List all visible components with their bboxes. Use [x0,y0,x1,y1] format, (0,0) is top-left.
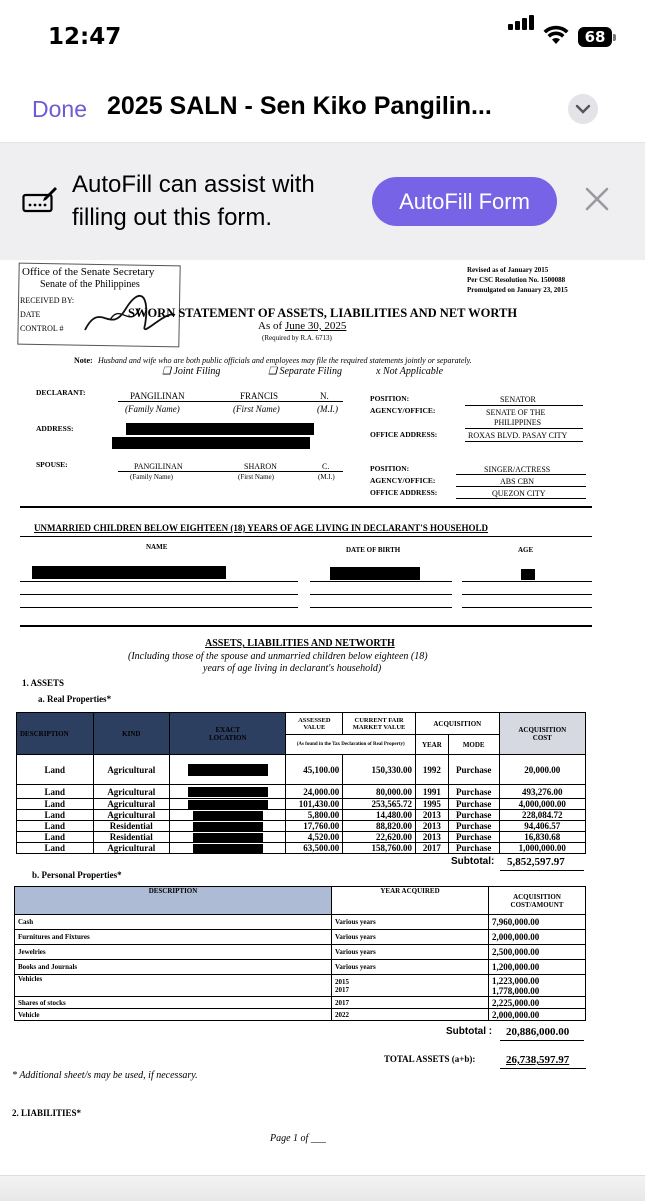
separate-filing: ❑ Separate Filing [268,366,342,377]
first-name-label: (First Name) [233,404,280,414]
aln-sub2: years of age living in declarant's household) [203,663,382,674]
revised-line1: Revised as of January 2015 [467,266,549,274]
agency-label: AGENCY/OFFICE: [370,406,436,415]
position-label: POSITION: [370,394,410,403]
redacted-child-dob [330,567,420,580]
real-header-location: EXACT LOCATION [170,713,286,755]
declarant-position: SENATOR [500,395,536,404]
personal-header-year: YEAR ACQUIRED [332,887,489,915]
children-age-header: AGE [518,546,534,554]
spouse-label: SPOUSE: [36,460,68,469]
table-row: Land Residential 4,520.00 22,620.00 2013 Purchase 16,830.68 [17,832,586,843]
autofill-message: AutoFill can assist with filling out this form. [72,171,315,231]
spouse-family-label: (Family Name) [130,473,173,481]
real-header-desc: DESCRIPTION [17,713,94,755]
declarant-family: PANGILINAN [130,391,185,401]
additional-note: * Additional sheet/s may be used, if necessary. [12,1070,198,1081]
redacted-address-line1 [126,423,314,435]
personal-subtotal-label: Subtotal : [446,1026,493,1037]
children-heading: UNMARRIED CHILDREN BELOW EIGHTEEN (18) YEARS OF AGE LIVING IN DECLARANT'S HOUSEHOLD [34,523,488,533]
joint-filing: ❑ Joint Filing [162,366,221,377]
status-bar [0,0,645,80]
children-dob-header: DATE OF BIRTH [346,546,401,554]
total-assets: 26,738,597.97 [506,1054,570,1066]
aln-sub1: (Including those of the spouse and unmarried children below eighteen (18) [128,651,428,662]
table-row: Shares of stocks 2017 2,225,000.00 [15,997,586,1009]
as-of-date: June 30, 2025 [285,320,347,332]
spouse-mi: C. [322,462,330,471]
declarant-agency2: PHILIPPINES [494,418,542,427]
not-applicable: x Not Applicable [376,366,444,377]
spouse-first: SHARON [244,462,277,471]
battery-icon: 68 [578,27,612,47]
stamp-control: CONTROL # [20,324,64,333]
document-page[interactable] [0,260,645,1175]
real-header-assessed: ASSESSED VALUE [286,713,343,735]
table-row: Vehicle 2022 2,000,000.00 [15,1009,586,1021]
table-row: Land Agricultural 63,500.00 158,760.00 2017 Purchase 1,000,000.00 [17,843,586,854]
declarant-mi: N. [320,391,329,401]
as-of-label: As of [258,320,283,332]
liabilities-label: 2. LIABILITIES* [12,1108,82,1118]
declarant-label: DECLARANT: [36,388,86,397]
mi-label: (M.I.) [317,404,338,414]
family-name-label: (Family Name) [125,404,180,414]
stamp-date: DATE [20,310,41,319]
real-header-year: YEAR [415,735,448,755]
total-assets-label: TOTAL ASSETS (a+b): [384,1054,476,1064]
children-name-header: NAME [146,543,168,551]
stamp-line2: Senate of the Philippines [40,279,140,290]
table-row: Land Agricultural 45,100.00 150,330.00 1992 Purchase 20,000.00 [17,755,586,785]
page-number: Page 1 of ___ [270,1133,326,1144]
table-row: Books and Journals Various years 1,200,000.00 [15,960,586,975]
redacted-child-age [521,569,535,580]
personal-header-cost: ACQUISITION COST/AMOUNT [489,887,586,915]
autofill-form-icon [22,186,58,219]
real-properties-label: a. Real Properties* [38,694,112,704]
spouse-agency: ABS CBN [500,477,535,486]
nav-bar [0,80,645,143]
table-row: Furnitures and Fixtures Various years 2,000,000.00 [15,930,586,945]
office-address-label: OFFICE ADDRESS: [370,430,438,439]
document-title: 2025 SALN - Sen Kiko Pangilin... [107,92,492,120]
close-icon[interactable] [584,186,610,217]
spouse-mi-label: (M.I.) [318,473,335,481]
status-time: 12:47 [48,24,122,50]
spouse-agency-label: AGENCY/OFFICE: [370,476,436,485]
personal-properties-table [14,886,586,1021]
chevron-down-icon [575,102,591,116]
real-subtotal: 5,852,597.97 [507,856,565,868]
spouse-position-label: POSITION: [370,464,410,473]
redacted-child-name [32,566,226,579]
real-header-fmv: CURRENT FAIR MARKET VALUE [343,713,416,735]
revised-line3: Promulgated on January 23, 2015 [467,286,568,294]
note-text: Husband and wife who are both public officials and employees may file the required statements jointly or separately. [98,356,472,365]
wifi-icon [543,25,569,51]
real-header-cost: ACQUISITION COST [499,713,585,755]
table-row: Cash Various years 7,960,000.00 [15,915,586,930]
spouse-first-label: (First Name) [238,473,274,481]
real-subtotal-label: Subtotal: [451,856,495,867]
spouse-office-label: OFFICE ADDRESS: [370,488,438,497]
table-row: Vehicles 2015 2017 1,223,000.00 1,778,000.00 [15,975,586,997]
table-row: Land Agricultural 5,800.00 14,480.00 2013 Purchase 228,084.72 [17,810,586,821]
spouse-position: SINGER/ACTRESS [484,465,551,474]
stamp-line1: Office of the Senate Secretary [22,266,155,278]
table-row: Land Agricultural 24,000.00 80,000.00 1991 Purchase 493,276.00 [17,785,586,799]
done-button[interactable]: Done [32,96,87,122]
declarant-agency1: SENATE OF THE [486,408,546,417]
revised-line2: Per CSC Resolution No. 1500088 [467,276,566,284]
table-row: Land Agricultural 101,430.00 253,565.72 1995 Purchase 4,000,000.00 [17,799,586,810]
stamp-received: RECEIVED BY: [20,296,75,305]
declarant-office: ROXAS BLVD. PASAY CITY [468,431,568,440]
document-heading: SWORN STATEMENT OF ASSETS, LIABILITIES AND NET WORTH [128,306,518,320]
autofill-form-button[interactable]: AutoFill Form [372,177,557,226]
real-header-found: (As found in the Tax Declaration of Real Property) [286,735,416,755]
table-row: Jewelries Various years 2,500,000.00 [15,945,586,960]
bottom-bar [0,1175,645,1201]
aln-heading: ASSETS, LIABILITIES AND NETWORTH [205,638,395,649]
note-label: Note: [74,356,93,365]
spouse-family: PANGILINAN [134,462,183,471]
assets-label: 1. ASSETS [22,678,65,688]
address-label: ADDRESS: [36,424,74,433]
required-by: (Required by R.A. 6713) [262,334,332,342]
personal-properties-label: b. Personal Properties* [32,870,122,880]
title-menu-button[interactable] [568,94,598,124]
table-row: Land Residential 17,760.00 88,820.00 2013 Purchase 94,406.57 [17,821,586,832]
spouse-office: QUEZON CITY [492,489,546,498]
redacted-address-line2 [112,437,310,449]
personal-header-desc: DESCRIPTION [15,887,332,915]
declarant-first: FRANCIS [240,391,279,401]
real-header-kind: KIND [93,713,170,755]
real-header-acquisition: ACQUISITION [415,713,499,735]
personal-subtotal: 20,886,000.00 [506,1026,570,1038]
real-header-mode: MODE [448,735,499,755]
real-properties-table [16,712,586,854]
